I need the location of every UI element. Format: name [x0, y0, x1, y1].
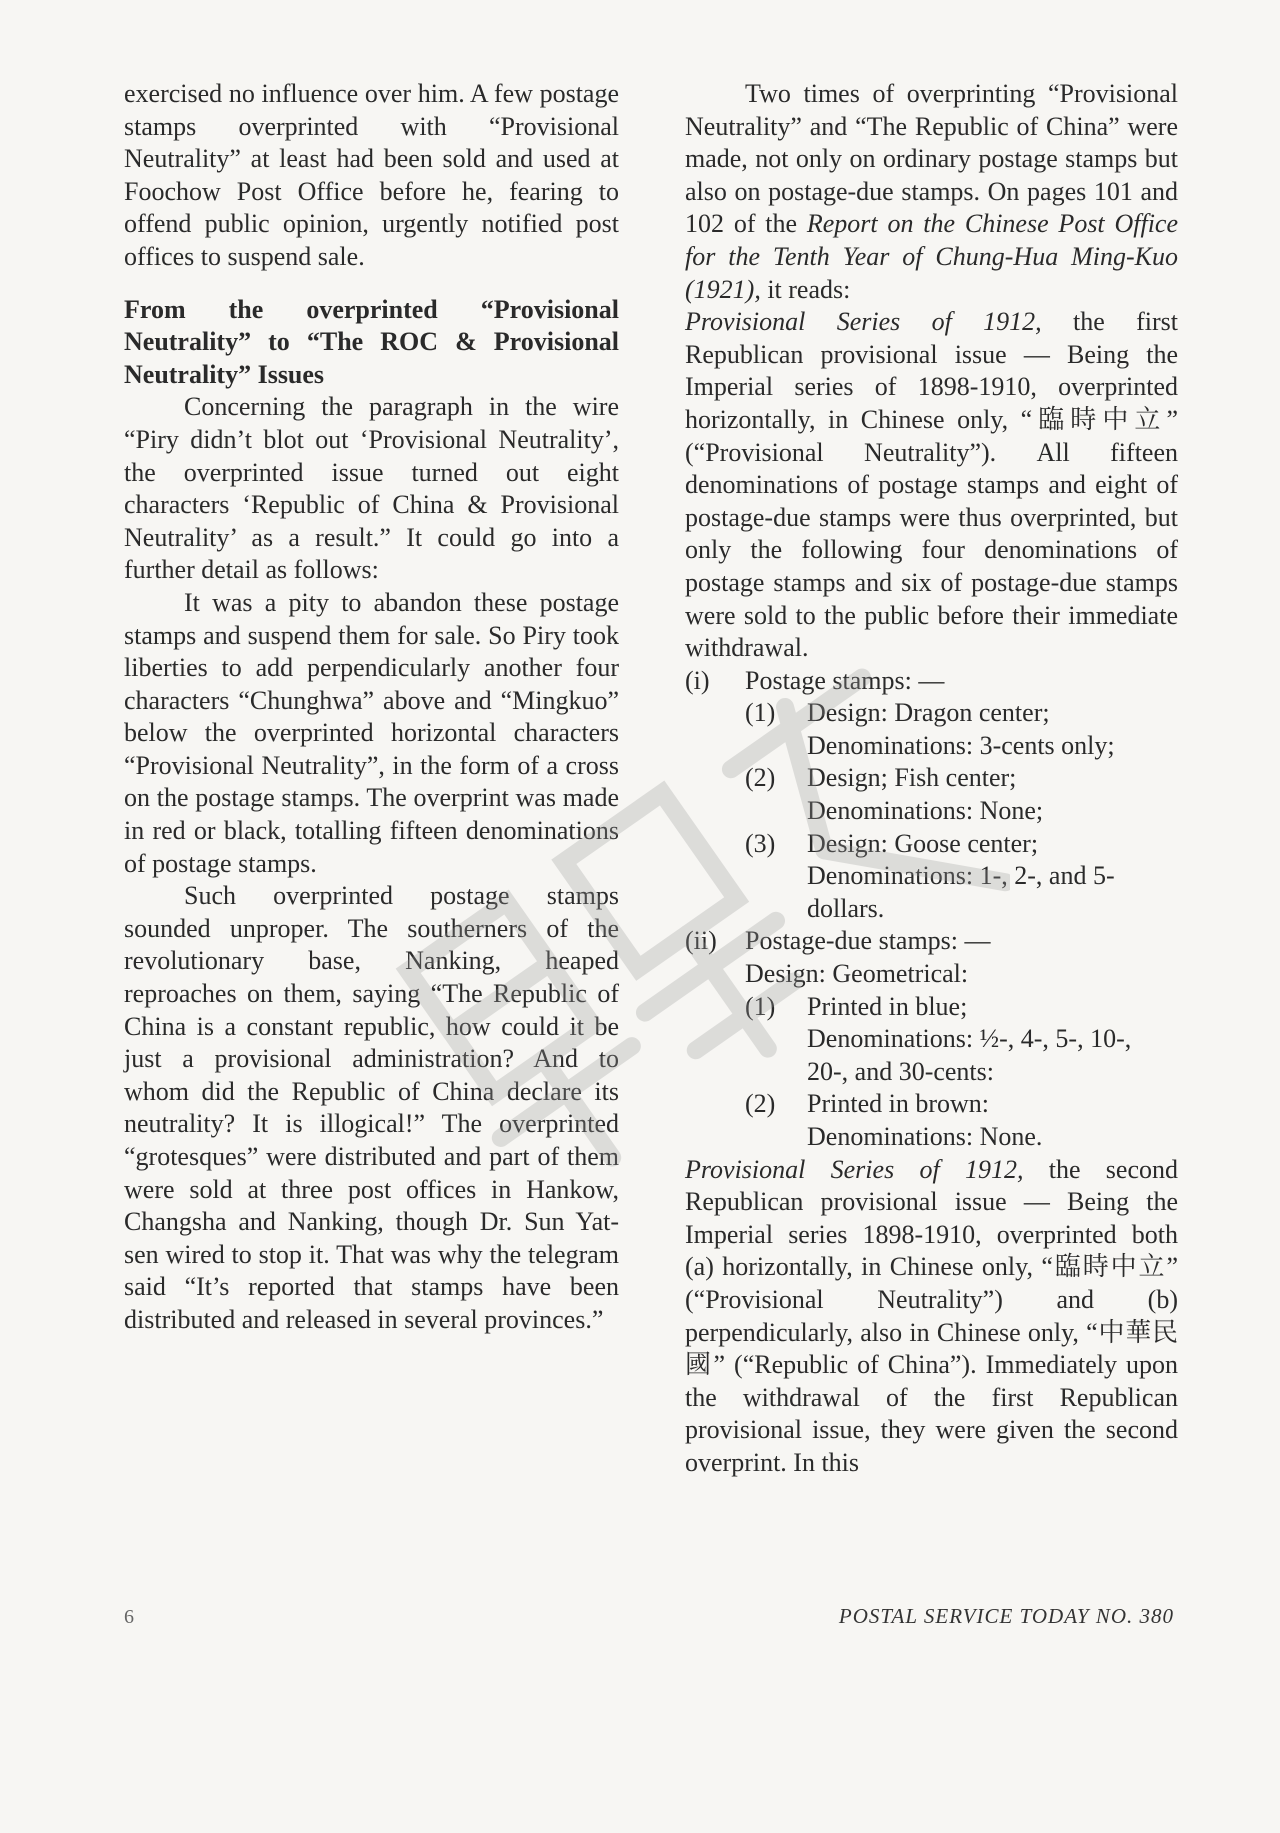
list-item — [685, 828, 1178, 926]
design-line: Design: Geometrical: — [745, 959, 969, 989]
list-item — [685, 665, 1178, 698]
series-title: Provisional Series of 1912, — [685, 307, 1042, 337]
list-item — [685, 762, 1178, 827]
left-column — [124, 78, 619, 1337]
paragraph — [685, 306, 1178, 665]
list-marker: (1) — [745, 991, 776, 1021]
list-item — [685, 991, 1178, 1089]
paragraph: It was a pity to abandon these postage stamps and suspend them for sale. So Piry took liberties to add perpendicularly another four characters “Chunghwa” above and “Mingkuo” below the overprinted horizontal characters “Provisional Neutrality”, in the form of a cross on the postage stamps. The overprint was made in red or black, totalling fifteen denominations of postage stamps. — [124, 587, 619, 878]
report-title: Report on the Chinese Post Office for the Tenth Year of Chung-Hua Ming-Kuo (1921), — [685, 209, 1178, 304]
list-marker: (1) — [745, 698, 776, 728]
denomination-line: Denominations: None. — [807, 1122, 1043, 1151]
paragraph — [685, 1154, 1178, 1480]
page-number: 6 — [124, 1606, 134, 1628]
denomination-line: Denominations: 3-cents only; — [807, 730, 1115, 760]
list-marker: (ii) — [685, 926, 717, 956]
denomination-line: Denominations: ½-, 4-, 5-, 10-, 20-, and 30-cents: — [807, 1024, 1132, 1086]
list-item — [685, 697, 1178, 762]
postage-stamps-list — [685, 665, 1178, 1154]
denomination-line: Denominations: 1-, 2-, and 5-dollars. — [807, 861, 1115, 923]
list-item — [685, 925, 1178, 990]
series-title: Provisional Series of 1912, — [685, 1154, 1024, 1184]
list-label: Postage-due stamps: — — [745, 926, 991, 956]
text-run: the first Republican provisional issue — Being the Imperial series of 1898-1910, overprinted horizontally, in Chinese only, “臨時中立” (“Provisional Neutrality”). All fifteen denominations of postage stamps and eight of postage-due stamps were thus overprinted, but only the following four denominations of postage stamps and six of postage-due stamps were sold to the public before their immediate withdrawal. — [685, 307, 1178, 663]
design-line: Printed in brown: — [807, 1089, 989, 1119]
text-run: Two times of overprinting “Provisional Neutrality” and “The Republic of China” were made, not only on ordinary postage stamps but also on postage-due stamps. On pages 101 and 102 of the — [685, 79, 1178, 239]
list-marker: (3) — [745, 828, 776, 858]
paragraph: Concerning the paragraph in the wire “Piry didn’t blot out ‘Provisional Neutrality’, the overprinted issue turned out eight characters ‘Republic of China & Provisional Neutrality’ as a result.” It could go into a further detail as follows: — [124, 392, 619, 585]
design-line: Design: Goose center; — [807, 828, 1039, 858]
paragraph — [685, 78, 1178, 306]
publication-title: POSTAL SERVICE TODAY NO. 380 — [838, 1604, 1174, 1628]
list-marker: (i) — [685, 665, 710, 695]
design-line: Printed in blue; — [807, 991, 968, 1021]
design-line: Design: Dragon center; — [807, 698, 1050, 728]
list-marker: (2) — [745, 763, 776, 793]
design-line: Design; Fish center; — [807, 763, 1017, 793]
text-run: the second Republican provisional issue — Being the Imperial series 1898-1910, overprinted both (a) horizontally, in Chinese only, “臨時中立” (“Provisional Neutrality”) and (b) perpendicularly, also in Chinese only, “中華民國” (“Republic of China”). Immediately upon the withdrawal of the first Republican provisional issue, they were given the second overprint. In this — [685, 1154, 1178, 1477]
list-marker: (2) — [745, 1089, 776, 1119]
paragraph: exercised no influence over him. A few postage stamps overprinted with “Provisional Neutrality” at least had been sold and used at Foochow Post Office before he, fearing to offend public opinion, urgently notified post offices to suspend sale. — [124, 79, 619, 271]
right-column — [685, 78, 1178, 1480]
paragraph: Such overprinted postage stamps sounded unproper. The southerners of the revolutionary base, Nanking, heaped reproaches on them, saying “The Republic of China is a constant republic, how could it be just a provisional administration? And to whom did the Republic of China declare its neutrality? It is illogical!” The overprinted “grotesques” were distributed and part of them were sold at three post offices in Hankow, Changsha and Nanking, though Dr. Sun Yat-sen wired to stop it. That was why the telegram said “It’s reported that stamps have been distributed and released in several provinces.” — [124, 881, 619, 1334]
list-item — [685, 1088, 1178, 1153]
denomination-line: Denominations: None; — [807, 796, 1044, 826]
section-heading: From the overprinted “Provisional Neutrality” to “The ROC & Provisional Neutrality” Issues — [124, 294, 619, 389]
list-label: Postage stamps: — — [745, 665, 945, 695]
text-run: it reads: — [760, 274, 851, 304]
